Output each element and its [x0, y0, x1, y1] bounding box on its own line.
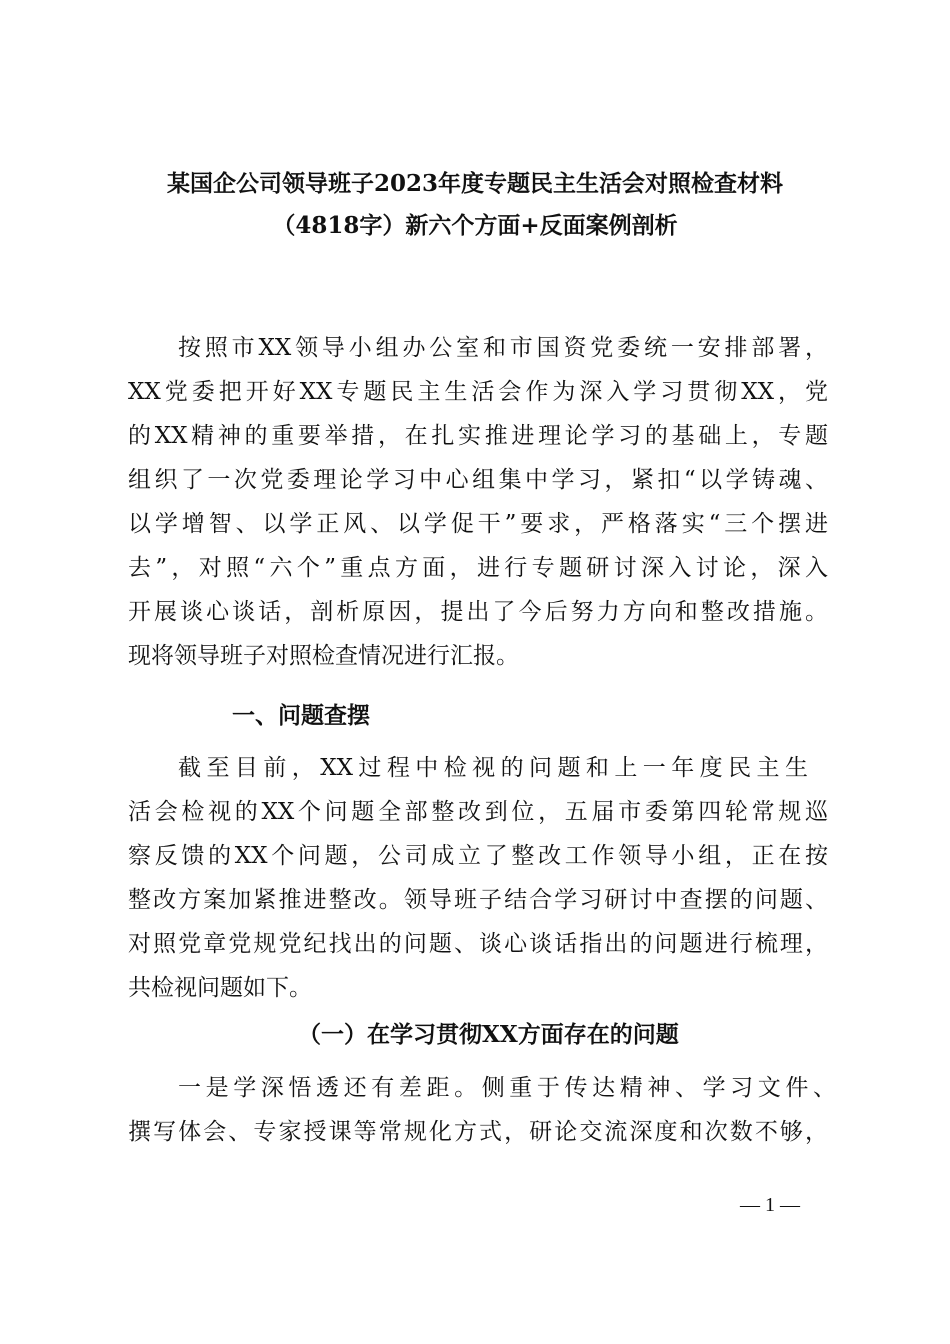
- section-paragraph-line: 察反馈的XX个问题，公司成立了整改工作领导小组，正在按: [128, 843, 828, 869]
- intro-paragraph-line: 的XX精神的重要举措，在扎实推进理论学习的基础上，专题: [128, 423, 828, 449]
- intro-paragraph-line: 按照市XX领导小组办公室和市国资党委统一安排部署，: [178, 335, 828, 361]
- intro-paragraph-line: 以学增智、以学正风、以学促干”要求，严格落实“三个摆进: [128, 511, 828, 537]
- document-title-line-1: 某国企公司领导班子2023年度专题民主生活会对照检查材料: [166, 170, 783, 197]
- page-number: — 1 —: [740, 1194, 800, 1216]
- section-heading-problems: 一、问题查摆: [232, 703, 370, 729]
- section-paragraph-line: 对照党章党规党纪找出的问题、谈心谈话指出的问题进行梳理，: [128, 931, 828, 957]
- subsection-heading-study: （一）在学习贯彻XX方面存在的问题: [298, 1021, 679, 1048]
- section-paragraph-line: 整改方案加紧推进整改。领导班子结合学习研讨中查摆的问题、: [128, 887, 828, 913]
- subsection-paragraph-line: 一是学深悟透还有差距。侧重于传达精神、学习文件、: [178, 1075, 836, 1101]
- section-paragraph-line: 共检视问题如下。: [128, 975, 312, 1001]
- section-paragraph-line: 截至目前，XX过程中检视的问题和上一年度民主生: [178, 755, 808, 781]
- subsection-paragraph-line: 撰写体会、专家授课等常规化方式，研论交流深度和次数不够，: [128, 1119, 828, 1145]
- document-title-line-2: （4818字）新六个方面+反面案例剖析: [272, 212, 678, 239]
- section-paragraph-line: 活会检视的XX个问题全部整改到位，五届市委第四轮常规巡: [128, 799, 828, 825]
- intro-paragraph-line: 现将领导班子对照检查情况进行汇报。: [128, 643, 519, 669]
- intro-paragraph-line: XX党委把开好XX专题民主生活会作为深入学习贯彻XX，党: [128, 379, 828, 405]
- intro-paragraph-line: 组织了一次党委理论学习中心组集中学习，紧扣“以学铸魂、: [128, 467, 828, 493]
- intro-paragraph-line: 去”，对照“六个”重点方面，进行专题研讨深入讨论，深入: [128, 555, 828, 581]
- intro-paragraph-line: 开展谈心谈话，剖析原因，提出了今后努力方向和整改措施。: [128, 599, 828, 625]
